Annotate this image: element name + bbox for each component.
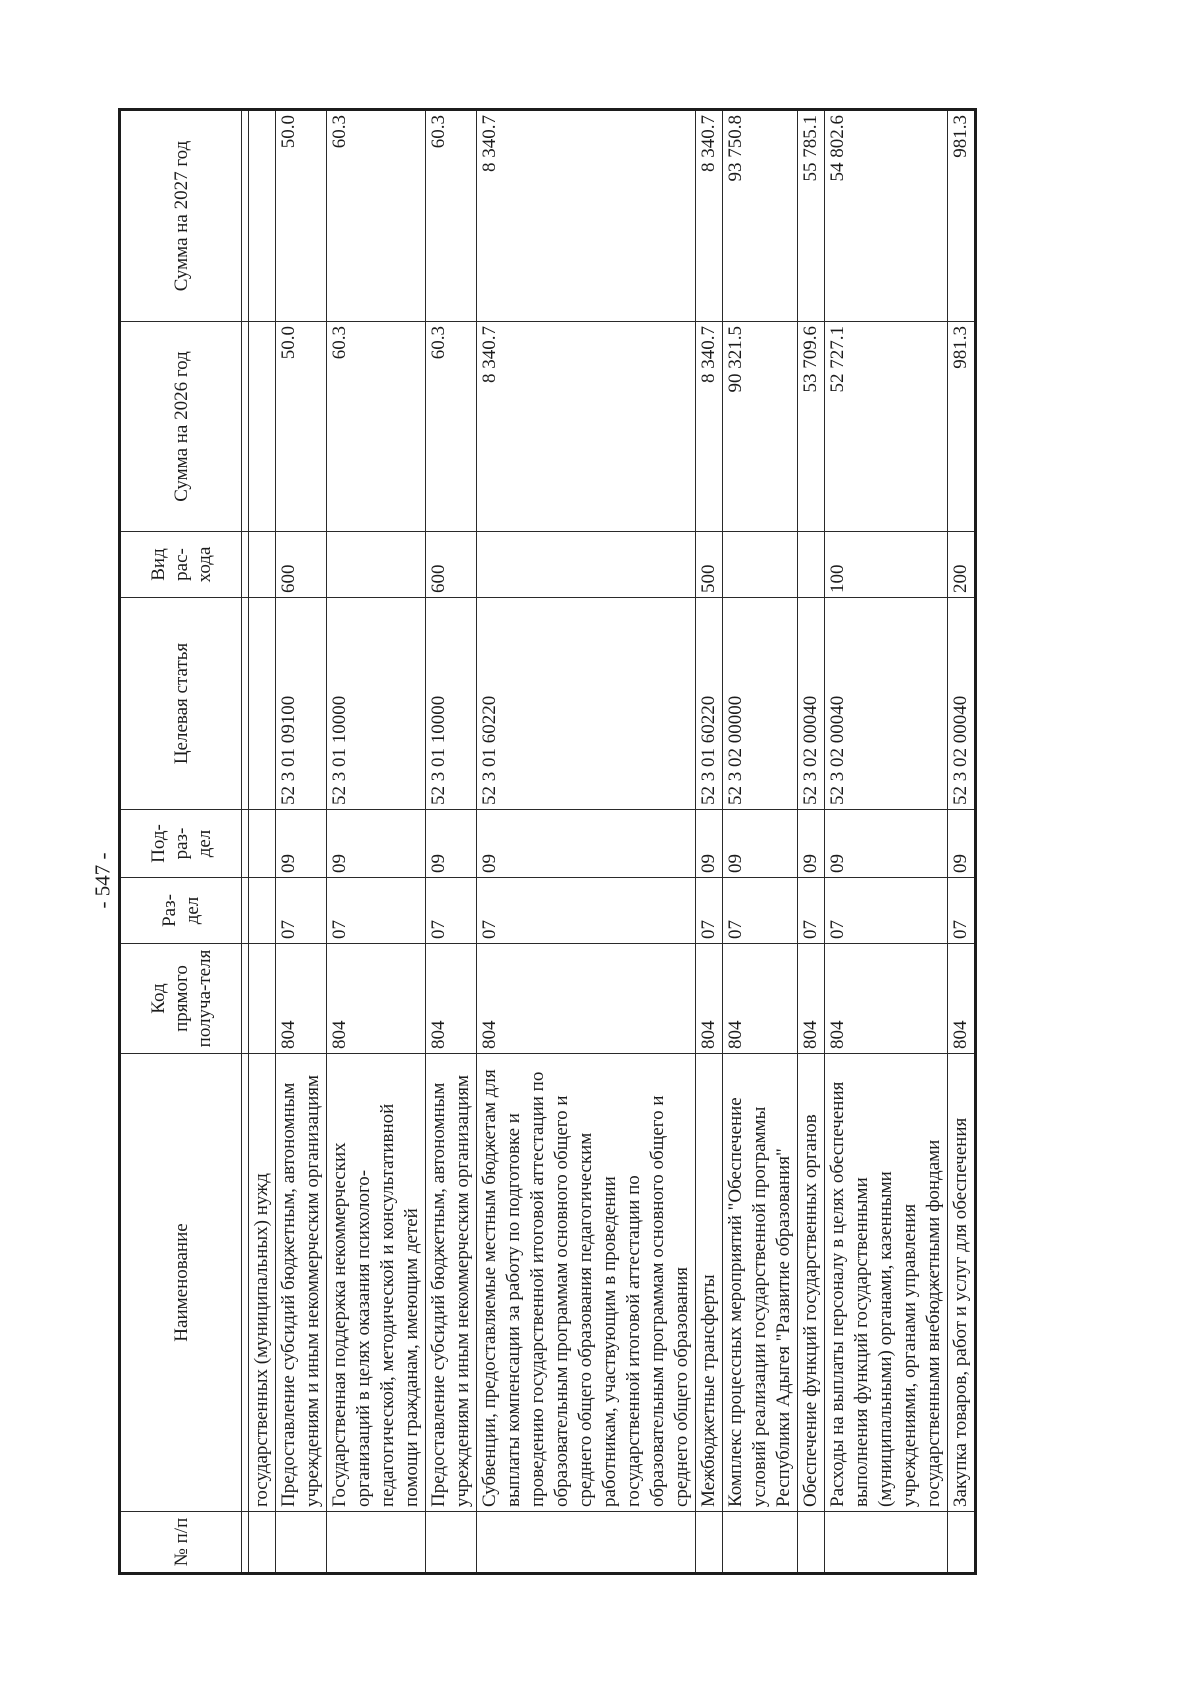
table-row [249,110,276,1574]
cell-expense-type: 600 [426,532,477,598]
cell-code [249,944,276,1054]
cell-expense-type [327,532,426,598]
cell-code: 804 [825,944,948,1054]
cell-num [825,1512,948,1574]
cell-name: Субвенции, предоставляемые местным бюджетам для выплаты компенсации за работу по подготовке и проведению государственной итоговой аттестации по образовательным программам основного общего и среднего общего образования педагогическим работникам, участвующим в проведении государственной итоговой аттестации по образовательным программам основного общего и среднего общего образования [477,1054,696,1512]
cell-section: 07 [798,878,825,944]
cell-target [249,598,276,810]
cell-name: Межбюджетные трансферты [696,1054,723,1512]
cell-sum-2027: 50.0 [276,110,327,322]
cell-code: 804 [327,944,426,1054]
cell-sum-2026: 60.3 [327,322,426,532]
header-target: Целевая статья [120,598,242,810]
cell-name: Комплекс процессных мероприятий "Обеспечение условий реализации государственной программы Республики Адыгея "Развитие образования" [723,1054,798,1512]
cell-section: 07 [948,878,976,944]
cell-section: 07 [426,878,477,944]
cell-expense-type: 200 [948,532,976,598]
cell-subsection [249,810,276,878]
cell-sum-2026: 50.0 [276,322,327,532]
header-row [120,110,242,1574]
cell-subsection: 09 [798,810,825,878]
cell-sum-2026 [249,322,276,532]
cell-code: 804 [948,944,976,1054]
budget-table [118,108,977,1575]
table-row [723,110,798,1574]
cell-sum-2027: 55 785.1 [798,110,825,322]
cell-subsection: 09 [696,810,723,878]
table-row [426,110,477,1574]
cell-num [798,1512,825,1574]
cell-subsection: 09 [477,810,696,878]
cell-sum-2026: 8 340.7 [696,322,723,532]
cell-subsection: 09 [723,810,798,878]
cell-sum-2026: 53 709.6 [798,322,825,532]
cell-target: 52 3 02 00040 [948,598,976,810]
cell-subsection: 09 [426,810,477,878]
cell-target: 52 3 01 60220 [696,598,723,810]
cell-target: 52 3 02 00040 [825,598,948,810]
budget-table-container [118,111,1078,1575]
cell-code: 804 [477,944,696,1054]
header-expense-type: Вид рас-хода [120,532,242,598]
table-row [825,110,948,1574]
table-row [276,110,327,1574]
page-number-text: - 547 - [90,852,115,908]
cell-sum-2027: 981.3 [948,110,976,322]
cell-num [948,1512,976,1574]
cell-expense-type [798,532,825,598]
cell-code: 804 [723,944,798,1054]
cell-sum-2026: 981.3 [948,322,976,532]
cell-name: Закупка товаров, работ и услуг для обеспечения [948,1054,976,1512]
table-row [477,110,696,1574]
cell-section: 07 [276,878,327,944]
cell-target: 52 3 01 10000 [327,598,426,810]
cell-section: 07 [477,878,696,944]
spacer-row [242,110,249,1574]
cell-sum-2026: 52 727.1 [825,322,948,532]
cell-section: 07 [825,878,948,944]
cell-num [276,1512,327,1574]
cell-sum-2026: 60.3 [426,322,477,532]
header-section: Раз-дел [120,878,242,944]
cell-name: Предоставление субсидий бюджетным, автономным учреждениям и иным некоммерческим организациям [276,1054,327,1512]
header-sum-2026: Сумма на 2026 год [120,322,242,532]
header-sum-2027: Сумма на 2027 год [120,110,242,322]
cell-num [249,1512,276,1574]
header-name: Наименование [120,1054,242,1512]
cell-sum-2026: 8 340.7 [477,322,696,532]
cell-subsection: 09 [276,810,327,878]
cell-name: Расходы на выплаты персоналу в целях обеспечения выполнения функций государственными (муниципальными) органами, казенными учреждениями, органами управления государственными внебюджетными фондами [825,1054,948,1512]
cell-expense-type: 500 [696,532,723,598]
cell-subsection: 09 [948,810,976,878]
cell-name: государственных (муниципальных) нужд [249,1054,276,1512]
cell-target: 52 3 01 10000 [426,598,477,810]
header-num: № п/п [120,1512,242,1574]
table-row [696,110,723,1574]
cell-name: Предоставление субсидий бюджетным, автономным учреждениям и иным некоммерческим организациям [426,1054,477,1512]
cell-target: 52 3 02 00000 [723,598,798,810]
page-number [88,830,118,930]
cell-target: 52 3 01 60220 [477,598,696,810]
cell-section: 07 [723,878,798,944]
cell-sum-2027: 60.3 [426,110,477,322]
cell-name: Обеспечение функций государственных органов [798,1054,825,1512]
cell-sum-2027: 54 802.6 [825,110,948,322]
cell-sum-2027: 60.3 [327,110,426,322]
cell-num [327,1512,426,1574]
cell-code: 804 [696,944,723,1054]
cell-code: 804 [426,944,477,1054]
cell-code: 804 [276,944,327,1054]
cell-sum-2027 [249,110,276,322]
cell-section: 07 [327,878,426,944]
header-code: Код прямого получа-теля [120,944,242,1054]
cell-expense-type: 100 [825,532,948,598]
table-row [948,110,976,1574]
cell-num [723,1512,798,1574]
table-row [327,110,426,1574]
cell-expense-type: 600 [276,532,327,598]
cell-section: 07 [696,878,723,944]
cell-num [426,1512,477,1574]
cell-name: Государственная поддержка некоммерческих организаций в целях оказания психолого-педагогической, методической и консультативной помощи гражданам, имеющим детей [327,1054,426,1512]
table-row [798,110,825,1574]
cell-num [696,1512,723,1574]
cell-sum-2026: 90 321.5 [723,322,798,532]
cell-code: 804 [798,944,825,1054]
cell-num [477,1512,696,1574]
cell-sum-2027: 8 340.7 [696,110,723,322]
cell-target: 52 3 01 09100 [276,598,327,810]
cell-target: 52 3 02 00040 [798,598,825,810]
cell-sum-2027: 93 750.8 [723,110,798,322]
cell-expense-type [723,532,798,598]
cell-sum-2027: 8 340.7 [477,110,696,322]
cell-subsection: 09 [327,810,426,878]
cell-expense-type [477,532,696,598]
cell-section [249,878,276,944]
cell-subsection: 09 [825,810,948,878]
header-subsection: Под-раз-дел [120,810,242,878]
cell-expense-type [249,532,276,598]
